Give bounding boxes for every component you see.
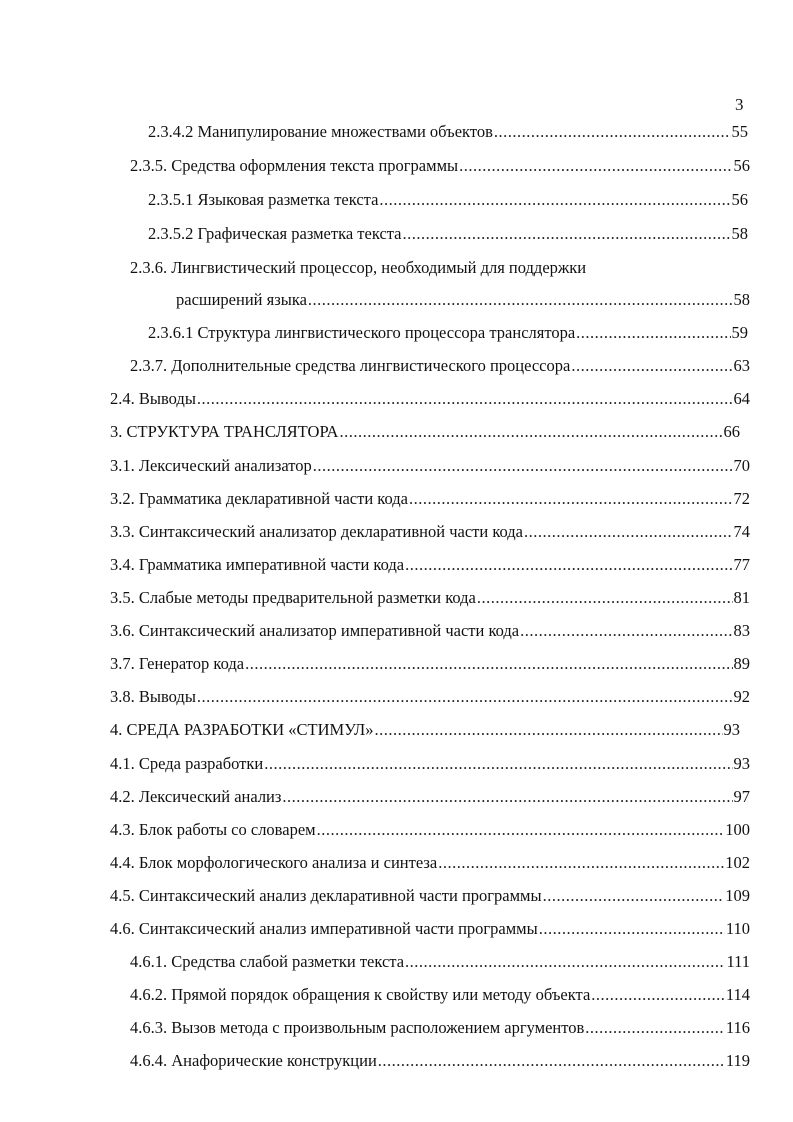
toc-entry-title: 4.5. Синтаксический анализ декларативной части программы [110, 886, 542, 905]
toc-entry-title: 2.4. Выводы [110, 389, 196, 408]
toc-entry [110, 687, 750, 707]
toc-leader-dots [379, 190, 730, 210]
toc-entry-page: 109 [725, 886, 750, 905]
toc-entry-title: 4.6.4. Анафорические конструкции [130, 1051, 377, 1070]
toc-entry-page: 58 [731, 224, 748, 243]
toc-entry-title: 3.8. Выводы [110, 687, 196, 706]
toc-entry-page: 58 [733, 290, 750, 309]
toc-entry-title: 2.3.5.2 Графическая разметка текста [148, 224, 402, 243]
toc-entry-title: 2.3.5.1 Языковая разметка текста [148, 190, 379, 209]
toc-entry-page: 93 [733, 754, 750, 773]
toc-entry-page: 119 [725, 1051, 750, 1070]
toc-leader-dots [403, 224, 731, 244]
toc-entry-title: 2.3.7. Дополнительные средства лингвистического процессора [130, 356, 571, 375]
toc-leader-dots [308, 290, 733, 310]
toc-leader-dots [477, 588, 733, 608]
toc-entry-page: 114 [725, 985, 750, 1004]
toc-entry-title: 3.5. Слабые методы предварительной разметки кода [110, 588, 476, 607]
toc-entry-title: 2.3.6.1 Структура лингвистического процессора транслятора [148, 323, 576, 342]
toc-entry [130, 952, 750, 972]
toc-leader-dots [378, 1051, 725, 1071]
toc-leader-dots [571, 356, 732, 376]
toc-entry-page: 77 [733, 555, 750, 574]
toc-entry-page: 55 [731, 122, 748, 141]
toc-leader-dots [520, 621, 732, 641]
toc-leader-dots [374, 720, 722, 740]
toc-entry-title: расширений языка [176, 290, 307, 309]
toc-entry-page: 56 [731, 190, 748, 209]
toc-entry [110, 621, 750, 641]
toc-entry [110, 588, 750, 608]
toc-entry-title: 2.3.4.2 Манипулирование множествами объектов [148, 122, 493, 141]
toc-entry-title: 4.1. Среда разработки [110, 754, 264, 773]
toc-entry [130, 985, 750, 1005]
toc-entry [148, 190, 748, 210]
toc-entry-title: 3.6. Синтаксический анализатор императивной части кода [110, 621, 520, 640]
toc-entry [176, 290, 750, 310]
toc-entry [110, 522, 750, 542]
toc-entry [148, 323, 748, 343]
toc-leader-dots [524, 522, 733, 542]
toc-entry-page: 100 [725, 820, 750, 839]
toc-entry [110, 422, 740, 442]
toc-leader-dots [438, 853, 724, 873]
toc-leader-dots [317, 820, 725, 840]
toc-entry-page: 59 [731, 323, 748, 342]
toc-entry [110, 389, 750, 409]
toc-entry [148, 122, 748, 142]
toc-entry-page: 63 [733, 356, 750, 375]
toc-entry-page: 74 [733, 522, 750, 541]
toc-leader-dots [576, 323, 730, 343]
toc-entry [110, 754, 750, 774]
toc-entry-title: 4.6.2. Прямой порядок обращения к свойству или методу объекта [130, 985, 591, 1004]
toc-entry [130, 1018, 750, 1038]
toc-entry-title: 3. СТРУКТУРА ТРАНСЛЯТОРА [110, 422, 339, 441]
toc-entry [110, 787, 750, 807]
toc-entry-title: 3.3. Синтаксический анализатор декларативной части кода [110, 522, 523, 541]
toc-entry [110, 555, 750, 575]
toc-entry [110, 853, 750, 873]
toc-leader-dots [409, 489, 733, 509]
toc-leader-dots [197, 687, 733, 707]
toc-entry [110, 820, 750, 840]
toc-entry-page: 72 [733, 489, 750, 508]
toc-entry [130, 1051, 750, 1071]
toc-entry-page: 116 [725, 1018, 750, 1037]
toc-entry [110, 456, 750, 476]
toc-entry-page: 111 [726, 952, 750, 971]
toc-leader-dots [591, 985, 725, 1005]
toc-entry-page: 92 [733, 687, 750, 706]
toc-entry-page: 89 [733, 654, 750, 673]
toc-leader-dots [282, 787, 732, 807]
toc-entry-page: 97 [733, 787, 750, 806]
page-number: 3 [735, 95, 744, 114]
toc-entry-title: 4.2. Лексический анализ [110, 787, 282, 806]
toc-leader-dots [539, 919, 725, 939]
toc-entry [110, 919, 750, 939]
toc-leader-dots [339, 422, 722, 442]
toc-entry-page: 102 [725, 853, 750, 872]
toc-entry-title: 4.6.3. Вызов метода с произвольным расположением аргументов [130, 1018, 585, 1037]
toc-entry-title: 3.7. Генератор кода [110, 654, 245, 673]
toc-leader-dots [245, 654, 732, 674]
toc-entry-title: 4.3. Блок работы со словарем [110, 820, 316, 839]
toc-entry [130, 156, 750, 176]
toc-entry [110, 489, 750, 509]
toc-entry-page: 93 [723, 720, 740, 739]
toc-leader-dots [494, 122, 731, 142]
toc-entry-title: 3.4. Грамматика императивной части кода [110, 555, 405, 574]
toc-entry-page: 66 [723, 422, 740, 441]
toc-entry-page: 64 [733, 389, 750, 408]
toc-entry [110, 720, 740, 740]
toc-leader-dots [405, 952, 725, 972]
toc-leader-dots [459, 156, 732, 176]
toc-entry-page: 81 [733, 588, 750, 607]
toc-leader-dots [264, 754, 732, 774]
toc-entry-title: 4.6.1. Средства слабой разметки текста [130, 952, 405, 971]
toc-entry [110, 654, 750, 674]
toc-entry-page: 56 [733, 156, 750, 175]
toc-entry-title-line: 2.3.6. Лингвистический процессор, необходимый для поддержки [130, 258, 587, 277]
toc-entry-page: 83 [733, 621, 750, 640]
toc-entry-title: 3.1. Лексический анализатор [110, 456, 312, 475]
toc-entry-page: 110 [725, 919, 750, 938]
toc-entry-title: 3.2. Грамматика декларативной части кода [110, 489, 408, 508]
toc-entry-title: 4. СРЕДА РАЗРАБОТКИ «СТИМУЛ» [110, 720, 374, 739]
toc-entry [110, 886, 750, 906]
toc-entry-title: 4.6. Синтаксический анализ императивной части программы [110, 919, 538, 938]
toc-leader-dots [313, 456, 733, 476]
toc-entry [130, 356, 750, 376]
toc-entry-title: 2.3.5. Средства оформления текста программы [130, 156, 459, 175]
toc-entry-title: 4.4. Блок морфологического анализа и синтеза [110, 853, 438, 872]
toc-entry-page: 70 [733, 456, 750, 475]
toc-leader-dots [543, 886, 725, 906]
toc-entry [148, 224, 748, 244]
toc-leader-dots [405, 555, 732, 575]
toc-leader-dots [197, 389, 733, 409]
toc-leader-dots [585, 1018, 725, 1038]
